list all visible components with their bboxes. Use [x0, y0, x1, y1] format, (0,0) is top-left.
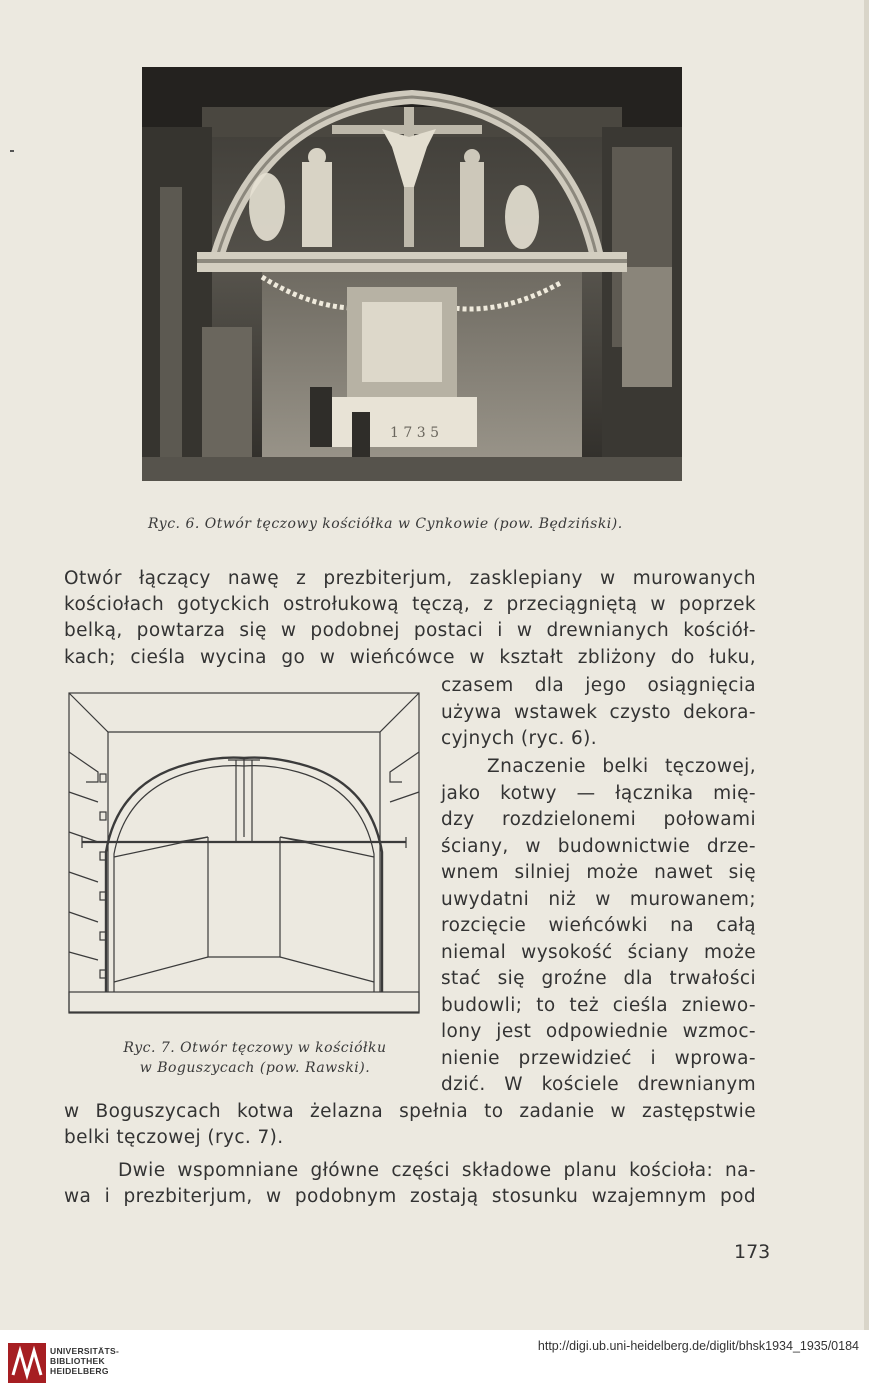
text-line: niemal wysokość ściany może: [441, 942, 756, 963]
source-url-link[interactable]: http://digi.ub.uni-heidelberg.de/diglit/bhsk1934_1935/0184: [537, 1339, 859, 1353]
text-line: jako kotwy — łącznika mię-: [441, 783, 756, 804]
library-name-line-2: BIBLIOTHEK: [50, 1356, 105, 1366]
text-line: używa wstawek czysto dekora-: [441, 702, 756, 723]
text-line: ściany, w budownictwie drze-: [441, 836, 756, 857]
text-line: czasem dla jego osiągnięcia: [441, 675, 756, 696]
text-line: Znaczenie belki tęczowej,: [487, 756, 756, 777]
text-line: kościołach gotyckich ostrołukową tęczą, z przeciągniętą w poprzek: [64, 594, 756, 615]
text-line: lony jest odpowiednie wzmoc-: [441, 1021, 756, 1042]
figure-6-photograph: [142, 67, 682, 481]
text-line: kach; cieśla wycina go w wieńcówce w kształt zbliżony do łuku,: [64, 647, 756, 668]
figure-7-caption: [90, 1038, 420, 1078]
text-line: belki tęczowej (ryc. 7).: [64, 1127, 284, 1148]
text-line: dzy rozdzielonemi połowami: [441, 809, 756, 830]
margin-mark: [10, 150, 14, 152]
text-line: nienie przewidzieć i wprowa-: [441, 1048, 756, 1069]
figure-6-caption: Ryc. 6. Otwór tęczowy kościółka w Cynkowie (pow. Będziński).: [148, 516, 623, 532]
text-line: budowli; to też cieśla zniewo-: [441, 995, 756, 1016]
library-name: [50, 1346, 119, 1376]
library-name-line-1: UNIVERSITÄTS-: [50, 1346, 120, 1356]
page-number: 173: [734, 1241, 771, 1263]
text-line: cyjnych (ryc. 6).: [441, 728, 598, 749]
text-line: w Boguszycach kotwa żelazna spełnia to zadanie w zastępstwie: [64, 1101, 756, 1122]
text-line: stać się groźne dla trwałości: [441, 968, 756, 989]
text-line: rozcięcie wieńcówki na całą: [441, 915, 756, 936]
text-line: belką, powtarza się w podobnej postaci i w drewnianych kościół-: [64, 620, 756, 641]
figure-7-caption-line-2: w Boguszycach (pow. Rawski).: [139, 1060, 371, 1076]
text-line: Otwór łączący nawę z prezbiterjum, zasklepiany w murowanych: [64, 568, 756, 589]
text-line: wa i prezbiterjum, w podobnym zostają stosunku wzajemnym pod: [64, 1186, 756, 1207]
figure-7-drawing: [68, 692, 420, 1014]
altar-inscription: 1 7 3 5: [390, 425, 439, 441]
figure-7-caption-line-1: Ryc. 7. Otwór tęczowy w kościółku: [123, 1040, 387, 1056]
text-line: uwydatni niż w murowanem;: [441, 889, 756, 910]
text-line: wnem silniej może nawet się: [441, 862, 756, 883]
text-line: dzić. W kościele drewnianym: [441, 1074, 756, 1095]
library-name-line-3: HEIDELBERG: [50, 1366, 109, 1376]
text-line: Dwie wspomniane główne części składowe planu kościoła: na-: [118, 1160, 756, 1181]
university-library-logo-icon: [8, 1343, 46, 1387]
